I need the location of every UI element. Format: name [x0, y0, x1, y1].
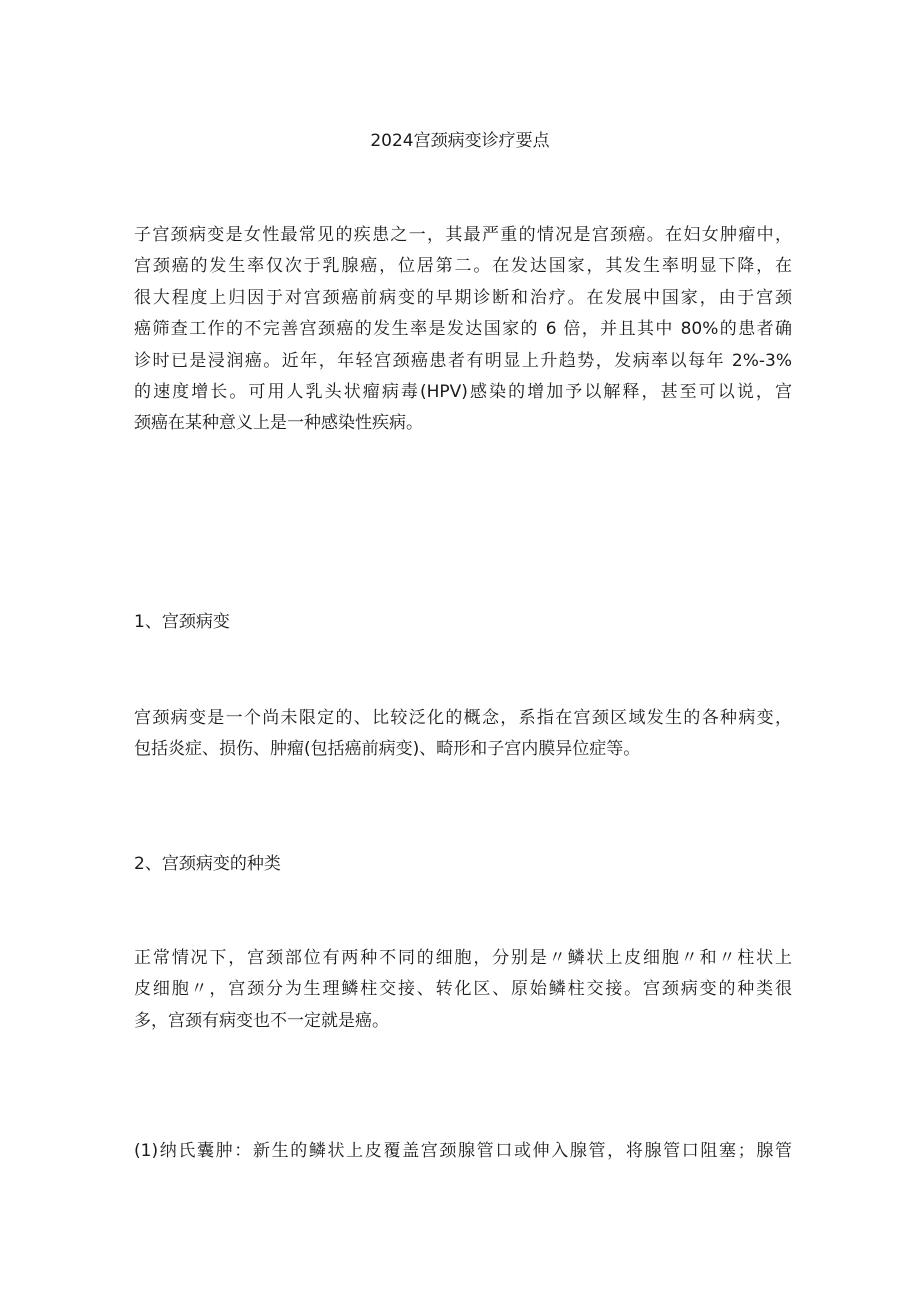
- document-title: 2024宫颈病变诊疗要点: [370, 131, 550, 151]
- paragraph-line: 多，宫颈有病变也不一定就是癌。: [134, 1010, 389, 1031]
- paragraph-line: 诊时已是浸润癌。近年，年轻宫颈癌患者有明显上升趋势，发病率以每年 2%-3%: [134, 350, 792, 371]
- paragraph-line: 正常情况下，宫颈部位有两种不同的细胞，分别是〃鳞状上皮细胞〃和〃柱状上: [134, 948, 792, 968]
- intro-paragraph: [134, 220, 792, 440]
- section-heading-2: 2、宫颈病变的种类: [134, 854, 281, 874]
- item1-paragraph: [134, 1136, 792, 1167]
- paragraph-line: 癌筛查工作的不完善宫颈癌的发生率是发达国家的 6 倍，并且其中 80%的患者确: [134, 319, 792, 340]
- paragraph-line: 宫颈病变是一个尚未限定的、比较泛化的概念，系指在宫颈区域发生的各种病变，: [134, 708, 792, 728]
- paragraph-line: 很大程度上归因于对宫颈癌前病变的早期诊断和治疗。在发展中国家，由于宫颈: [134, 287, 792, 308]
- section-heading-1: 1、宫颈病变: [134, 612, 230, 632]
- section1-paragraph: [134, 703, 792, 766]
- paragraph-line: 的速度增长。可用人乳头状瘤病毒(HPV)感染的增加予以解释，甚至可以说，宫: [134, 382, 792, 403]
- paragraph-line: 子宫颈病变是女性最常见的疾患之一，其最严重的情况是宫颈癌。在妇女肿瘤中，: [134, 225, 792, 245]
- paragraph-line: 包括炎症、损伤、肿瘤(包括癌前病变)、畸形和子宫内膜异位症等。: [134, 739, 641, 760]
- paragraph-line: 宫颈癌的发生率仅次于乳腺癌，位居第二。在发达国家，其发生率明显下降，在: [134, 256, 792, 277]
- paragraph-line: 颈癌在某种意义上是一种感染性疾病。: [134, 413, 423, 434]
- section2-paragraph: [134, 943, 792, 1037]
- paragraph-line: 皮细胞〃，宫颈分为生理鳞柱交接、转化区、原始鳞柱交接。宫颈病变的种类很: [134, 979, 792, 1000]
- paragraph-line: (1)纳氏囊肿：新生的鳞状上皮覆盖宫颈腺管口或伸入腺管，将腺管口阻塞；腺管: [134, 1141, 792, 1161]
